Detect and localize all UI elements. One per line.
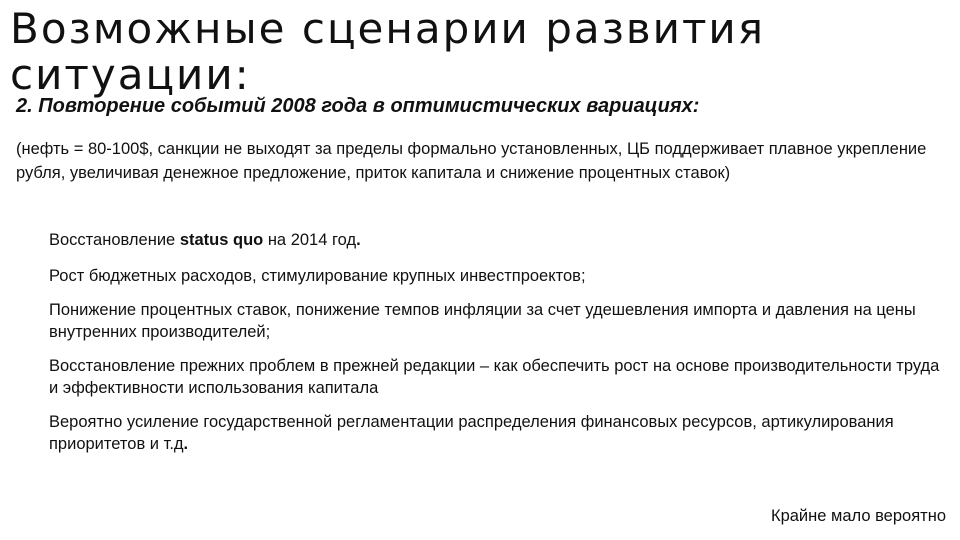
list-item: Понижение процентных ставок, понижение темпов инфляции за счет удешевления импорта и давления на цены внутренних производителей; xyxy=(49,301,916,341)
list-item-punctuation: . xyxy=(183,435,189,453)
list-item-punctuation: . xyxy=(356,231,361,249)
scenario-number: 2. xyxy=(16,95,33,117)
scenario-heading-part3: оптимистических вариациях: xyxy=(390,95,700,117)
list-item: Восстановление прежних проблем в прежней редакции – как обеспечить рост на основе производительности труда и эффективности использования капитала xyxy=(49,357,940,397)
scenario-consequences-list xyxy=(49,229,949,467)
scenario-conditions: (нефть = 80-100$, санкции не выходят за пределы формально установленных, ЦБ поддерживает плавное укрепление рубля, увеличивая денежное предложение, приток капитала и снижение процентных ставок) xyxy=(16,140,927,182)
list-item xyxy=(49,229,949,251)
list-item-emphasis: status quo xyxy=(179,231,264,249)
scenario-heading-part1: Повторение событий 2008 года xyxy=(38,95,368,117)
probability-assessment: Крайне мало вероятно xyxy=(770,507,946,525)
list-item: Рост бюджетных расходов, стимулирование крупных инвестпроектов; xyxy=(49,267,586,285)
list-item-text: Восстановление xyxy=(49,231,180,249)
list-item-text: на 2014 год xyxy=(263,231,357,249)
list-item xyxy=(49,411,949,455)
scenario-heading xyxy=(16,93,946,119)
slide-title: Возможные сценарии развития ситуации: xyxy=(10,4,765,99)
list-item-text: Вероятно усиление государственной регламентации распределения финансовых ресурсов, артикулирования приоритетов и т.д xyxy=(49,413,894,453)
scenario-heading-part2: в xyxy=(367,95,391,117)
